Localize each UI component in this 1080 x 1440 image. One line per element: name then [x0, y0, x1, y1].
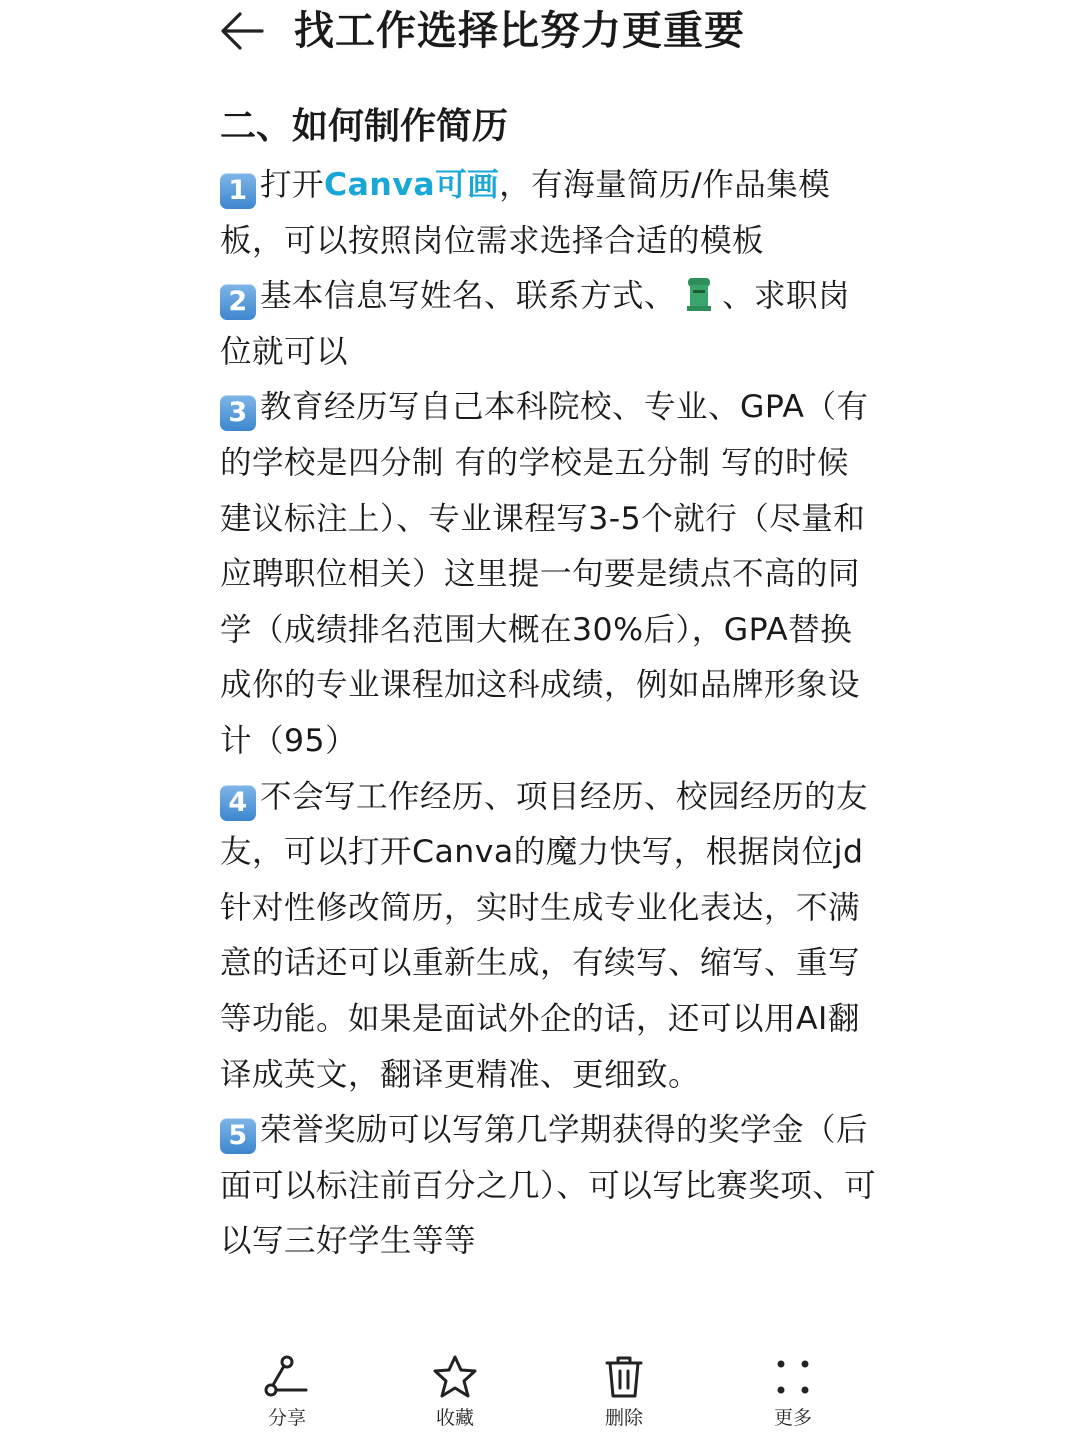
- item-text: 荣誉奖励可以写第几学期获得的奖学金（后面可以标注前百分之几）、可以写比赛奖项、可以写三好学生等等: [220, 1112, 877, 1260]
- more-dots-icon: [768, 1354, 818, 1400]
- number-badge-1: 1: [220, 173, 256, 209]
- item-text: 不会写工作经历、项目经历、校园经历的友友，可以打开Canva的魔力快写，根据岗位jd针对性修改简历，实时生成专业化表达，不满意的话还可以重新生成，有续写、缩写、重写等功能。如果是面试外企的话，还可以用AI翻译成英文，翻译更精准、更细致。: [220, 778, 869, 1093]
- list-item: [220, 269, 880, 380]
- share-icon: [262, 1354, 312, 1400]
- article-body: [220, 98, 880, 1270]
- number-badge-2: 2: [220, 284, 256, 320]
- section-title: 二、如何制作简历: [220, 106, 509, 147]
- star-icon: [430, 1354, 480, 1400]
- list-item: [220, 380, 880, 769]
- item-text-suffix: ，有海量简历/作品集模板，可以按照岗位需求选择合适的模板: [220, 167, 831, 259]
- brand-name: Canva可画: [324, 167, 500, 203]
- more-label: 更多: [773, 1407, 812, 1429]
- number-badge-3: 3: [220, 395, 256, 431]
- list-item: [220, 158, 880, 269]
- arrow-left-icon[interactable]: [218, 8, 268, 54]
- page-title: 找工作选择比努力更重要: [294, 8, 745, 54]
- share-label: 分享: [267, 1407, 306, 1429]
- list-item: [220, 1103, 880, 1270]
- number-badge-4: 4: [220, 785, 256, 821]
- item-text-prefix: 基本信息写姓名、联系方式、: [260, 278, 677, 315]
- item-text-prefix: 打开: [260, 167, 325, 203]
- mailbox-icon: [684, 276, 714, 312]
- share-button[interactable]: [237, 1354, 337, 1430]
- number-badge-5: 5: [220, 1118, 256, 1154]
- delete-label: 删除: [604, 1407, 643, 1429]
- favorite-label: 收藏: [435, 1407, 474, 1429]
- delete-button[interactable]: [574, 1354, 674, 1430]
- item-text-suffix: 、求职岗位就可以: [220, 278, 851, 370]
- favorite-button[interactable]: [405, 1354, 505, 1430]
- more-button[interactable]: [743, 1354, 843, 1430]
- trash-icon: [599, 1354, 649, 1400]
- top-bar: [0, 0, 1080, 64]
- item-text: 教育经历写自己本科院校、专业、GPA（有的学校是四分制 有的学校是五分制 写的时候建议标注上）、专业课程写3-5个就行（尽量和应聘职位相关）这里提一句要是绩点不高的同学（成绩排名范围大概在30%后），GPA替换成你的专业课程加这科成绩，例如品牌形象设计（95）: [220, 389, 869, 759]
- list-item: [220, 770, 880, 1104]
- bottom-action-bar: [0, 1340, 1080, 1440]
